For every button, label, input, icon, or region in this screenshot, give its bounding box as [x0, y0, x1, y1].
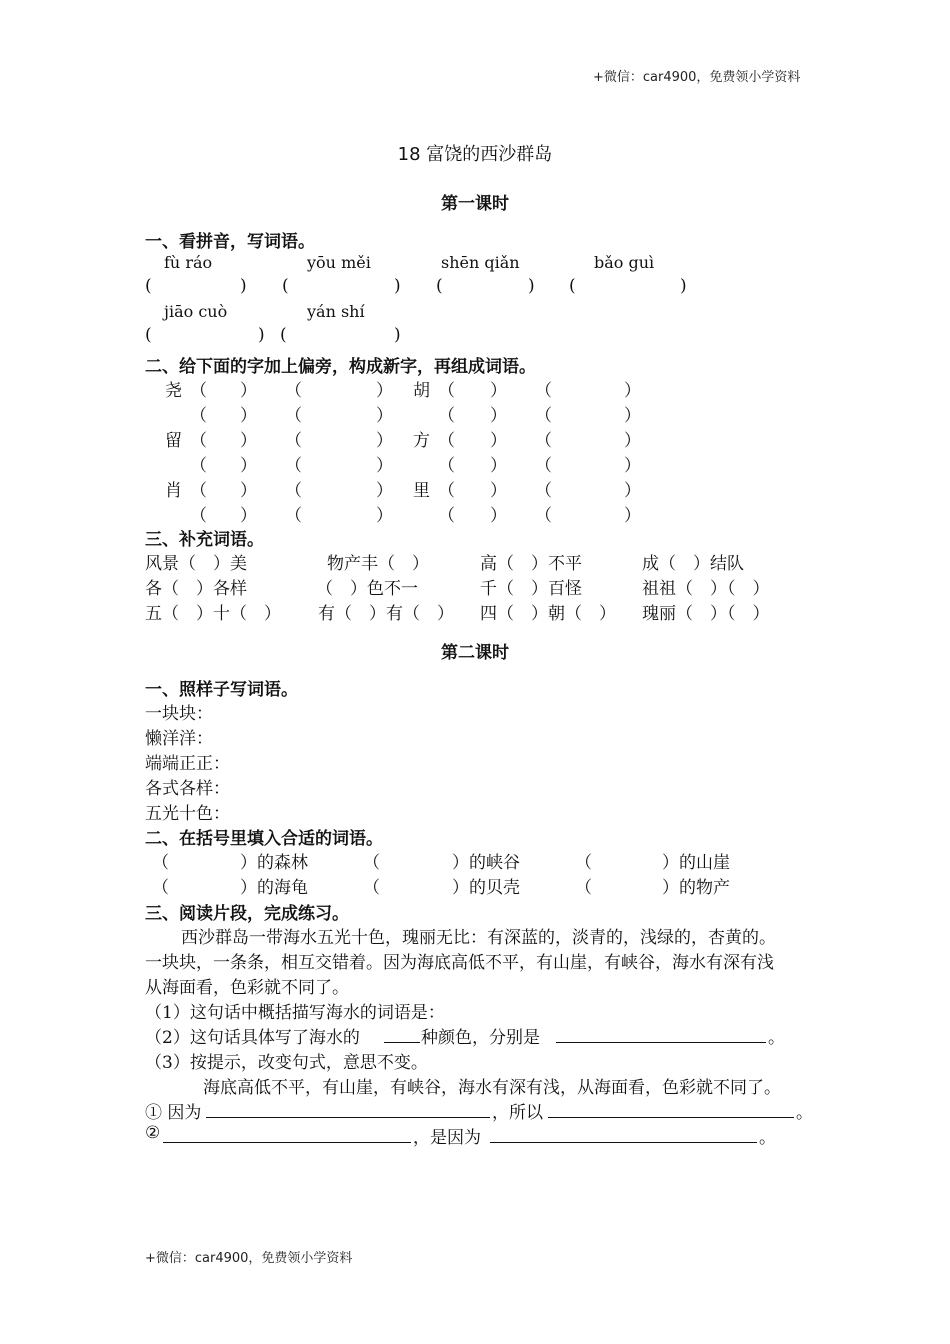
- radical-box-close: ）: [376, 381, 393, 401]
- pinyin-5: jiāo cuò: [164, 302, 228, 321]
- radical-box-close: ）: [490, 506, 507, 526]
- radical-box-close: ）: [240, 456, 257, 476]
- radical-box-close: ）: [240, 431, 257, 451]
- passage-line-1: 西沙群岛一带海水五光十色，瑰丽无比：有深蓝的，淡青的，浅绿的，杏黄的。: [181, 928, 776, 948]
- blank-reason[interactable]: [490, 1142, 757, 1143]
- l1-q3-heading: 三、补充词语。: [145, 530, 264, 550]
- answer-box-6-open: (: [280, 325, 287, 345]
- sub-q2-b: 种颜色，分别是: [421, 1028, 540, 1048]
- answer-2-end: 。: [759, 1128, 776, 1148]
- idiom-r1-c4: 成（ ）结队: [642, 554, 744, 574]
- fill-2-open: （: [363, 853, 380, 873]
- fill-5-text: ）的贝壳: [452, 878, 520, 898]
- radical-box-open: （: [438, 481, 455, 501]
- sub-q2-a: （2）这句话具体写了海水的: [145, 1028, 360, 1048]
- pinyin-6: yán shí: [307, 302, 365, 321]
- answer-1-end: 。: [796, 1103, 813, 1123]
- char-li: 里: [413, 481, 430, 501]
- answer-box-4-close: ): [680, 276, 687, 296]
- pinyin-1: fù ráo: [164, 253, 213, 272]
- radical-box-open: （: [285, 431, 302, 451]
- fill-3-text: ）的山崖: [662, 853, 730, 873]
- answer-box-5-close: ): [258, 325, 265, 345]
- radical-box-open: （: [190, 381, 207, 401]
- pattern-item-2: 懒洋洋：: [145, 729, 213, 749]
- radical-box-close: ）: [376, 506, 393, 526]
- l2-q1-heading: 一、照样子写词语。: [145, 680, 298, 700]
- passage-line-3: 从海面看，色彩就不同了。: [145, 978, 349, 998]
- sub-q2-c: 。: [768, 1028, 785, 1048]
- radical-box-close: ）: [376, 406, 393, 426]
- idiom-r2-c3: 千（ ）百怪: [480, 579, 582, 599]
- radical-box-close: ）: [240, 506, 257, 526]
- blank-because[interactable]: [206, 1117, 490, 1118]
- radical-box-open: （: [190, 506, 207, 526]
- radical-box-open: （: [285, 381, 302, 401]
- fill-1-text: ）的森林: [240, 853, 308, 873]
- radical-box-close: ）: [490, 431, 507, 451]
- answer-box-2-close: ): [394, 276, 401, 296]
- answer-box-1-open: (: [145, 276, 152, 296]
- pattern-item-1: 一块块：: [145, 704, 213, 724]
- radical-box-open: （: [438, 431, 455, 451]
- sub-q3-sentence: 海底高低不平，有山崖，有峡谷，海水有深有浅，从海面看，色彩就不同了。: [203, 1078, 781, 1098]
- char-hu: 胡: [413, 381, 430, 401]
- radical-box-open: （: [535, 431, 552, 451]
- radical-box-close: ）: [240, 381, 257, 401]
- watermark-bottom: +微信：car4900，免费领小学资料: [145, 1251, 353, 1266]
- fill-3-open: （: [575, 853, 592, 873]
- lesson1-title: 第一课时: [441, 194, 509, 214]
- fill-5-open: （: [363, 878, 380, 898]
- blank-so[interactable]: [548, 1117, 794, 1118]
- watermark-top: +微信：car4900，免费领小学资料: [593, 70, 801, 85]
- idiom-r3-c4: 瑰丽（ ）（ ）: [642, 604, 770, 624]
- fill-4-text: ）的海龟: [240, 878, 308, 898]
- radical-box-open: （: [535, 381, 552, 401]
- l1-q2-heading: 二、给下面的字加上偏旁，构成新字，再组成词语。: [145, 357, 536, 377]
- idiom-r3-c2: 有（ ）有（ ）: [318, 604, 454, 624]
- idiom-r3-c1: 五（ ）十（ ）: [145, 604, 281, 624]
- answer-2-mid: ，是因为: [413, 1128, 481, 1148]
- pattern-item-4: 各式各样：: [145, 779, 230, 799]
- radical-box-close: ）: [624, 481, 641, 501]
- l1-q1-heading: 一、看拼音，写词语。: [145, 232, 315, 252]
- answer-box-5-open: (: [145, 325, 152, 345]
- answer-box-1-close: ): [240, 276, 247, 296]
- radical-box-close: ）: [490, 406, 507, 426]
- l2-q3-heading: 三、阅读片段，完成练习。: [145, 904, 349, 924]
- fill-6-text: ）的物产: [662, 878, 730, 898]
- passage-line-2: 一块块，一条条，相互交错着。因为海底高低不平，有山崖，有峡谷，海水有深有浅: [145, 953, 774, 973]
- answer-box-3-open: (: [436, 276, 443, 296]
- radical-box-open: （: [535, 481, 552, 501]
- pinyin-2: yōu měi: [307, 253, 371, 272]
- pinyin-3: shēn qiǎn: [441, 253, 520, 272]
- radical-box-close: ）: [376, 456, 393, 476]
- idiom-r1-c2: 物产丰（ ）: [327, 554, 429, 574]
- radical-box-open: （: [285, 506, 302, 526]
- radical-box-open: （: [438, 456, 455, 476]
- idiom-r1-c3: 高（ ）不平: [480, 554, 582, 574]
- radical-box-close: ）: [490, 456, 507, 476]
- radical-box-close: ）: [240, 406, 257, 426]
- idiom-r2-c2: （ ）色不一: [316, 579, 418, 599]
- l2-q2-heading: 二、在括号里填入合适的词语。: [145, 829, 383, 849]
- radical-box-open: （: [190, 406, 207, 426]
- radical-box-close: ）: [490, 381, 507, 401]
- radical-box-close: ）: [624, 406, 641, 426]
- idiom-r1-c1: 风景（ ）美: [145, 554, 247, 574]
- answer-1-mid: ，所以: [492, 1103, 543, 1123]
- radical-box-open: （: [535, 406, 552, 426]
- answer-1-pre: ① 因为: [145, 1103, 202, 1123]
- idiom-r3-c3: 四（ ）朝（ ）: [480, 604, 616, 624]
- pattern-item-3: 端端正正：: [145, 754, 230, 774]
- radical-box-open: （: [190, 431, 207, 451]
- radical-box-open: （: [190, 456, 207, 476]
- pinyin-4: bǎo guì: [594, 253, 655, 272]
- radical-box-close: ）: [376, 431, 393, 451]
- radical-box-close: ）: [624, 506, 641, 526]
- radical-box-open: （: [285, 406, 302, 426]
- radical-box-open: （: [438, 381, 455, 401]
- answer-2-pre: ②: [145, 1123, 161, 1143]
- radical-box-open: （: [438, 406, 455, 426]
- blank-colors[interactable]: [556, 1042, 766, 1043]
- radical-box-close: ）: [240, 481, 257, 501]
- radical-box-open: （: [535, 456, 552, 476]
- char-fang: 方: [413, 431, 430, 451]
- idiom-r2-c4: 祖祖（ ）（ ）: [642, 579, 770, 599]
- idiom-r2-c1: 各（ ）各样: [145, 579, 247, 599]
- radical-box-open: （: [438, 506, 455, 526]
- char-liu: 留: [165, 431, 182, 451]
- radical-box-open: （: [285, 481, 302, 501]
- answer-box-6-close: ): [394, 325, 401, 345]
- fill-2-text: ）的峡谷: [452, 853, 520, 873]
- radical-box-open: （: [190, 481, 207, 501]
- sub-q1: （1）这句话中概括描写海水的词语是：: [145, 1003, 445, 1023]
- page-title: 18 富饶的西沙群岛: [397, 144, 553, 165]
- lesson2-title: 第二课时: [441, 643, 509, 663]
- sub-q3: （3）按提示，改变句式，意思不变。: [145, 1053, 428, 1073]
- answer-box-2-open: (: [282, 276, 289, 296]
- pattern-item-5: 五光十色：: [145, 804, 230, 824]
- radical-box-open: （: [285, 456, 302, 476]
- radical-box-open: （: [535, 506, 552, 526]
- radical-box-close: ）: [376, 481, 393, 501]
- answer-box-4-open: (: [569, 276, 576, 296]
- blank-result[interactable]: [163, 1142, 411, 1143]
- fill-4-open: （: [152, 878, 169, 898]
- blank-color-count[interactable]: [384, 1042, 420, 1043]
- answer-box-3-close: ): [528, 276, 535, 296]
- fill-6-open: （: [575, 878, 592, 898]
- radical-box-close: ）: [624, 456, 641, 476]
- char-yao: 尧: [165, 381, 182, 401]
- fill-1-open: （: [152, 853, 169, 873]
- radical-box-close: ）: [624, 431, 641, 451]
- radical-box-close: ）: [624, 381, 641, 401]
- radical-box-close: ）: [490, 481, 507, 501]
- char-xiao: 肖: [165, 481, 182, 501]
